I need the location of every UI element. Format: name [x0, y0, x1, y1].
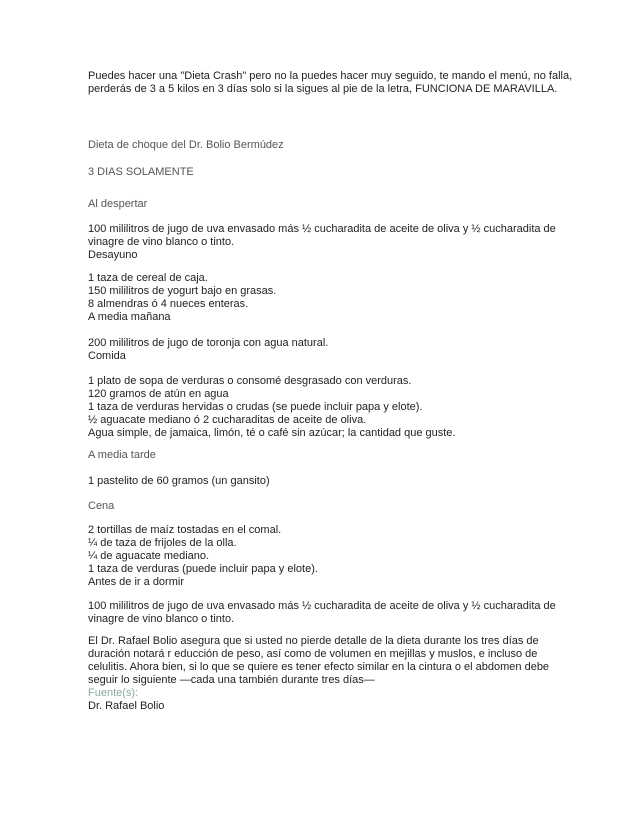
heading-media-manana: A media mañana: [88, 311, 171, 323]
list-item: 1 taza de verduras (puede incluir papa y elote).: [88, 563, 318, 575]
intro-line: perderás de 3 a 5 kilos en 3 días solo si la sigues al pie de la letra, FUNCIONA DE MARAVILLA.: [88, 83, 558, 95]
source-label: Fuente(s):: [88, 687, 139, 699]
media-manana-block: [88, 337, 548, 363]
text-line: vinagre de vino blanco o tinto.: [88, 236, 235, 248]
text-line: vinagre de vino blanco o tinto.: [88, 613, 235, 625]
diet-subtitle: 3 DIAS SOLAMENTE: [88, 166, 194, 178]
comida-list: [88, 375, 548, 440]
text-line: duración notará r educción de peso, así como de volumen en mejillas y muslos, e incluso de: [88, 648, 538, 660]
list-item: ½ aguacate mediano ó 2 cucharaditas de aceite de oliva.: [88, 414, 367, 426]
list-item: 8 almendras ó 4 nueces enteras.: [88, 298, 249, 310]
list-item: 1 plato de sopa de verduras o consomé desgrasado con verduras.: [88, 375, 412, 387]
list-item: ¼ de taza de frijoles de la olla.: [88, 537, 237, 549]
list-item: 1 taza de verduras hervidas o crudas (se puede incluir papa y elote).: [88, 401, 423, 413]
heading-desayuno: Desayuno: [88, 249, 138, 261]
heading-antes-dormir: Antes de ir a dormir: [88, 576, 184, 588]
text-line: El Dr. Rafael Bolio asegura que si usted no pierde detalle de la dieta durante los tres días de: [88, 635, 539, 647]
text-line: seguir lo siguiente —cada una también durante tres días—: [88, 674, 375, 686]
intro-paragraph: [88, 70, 573, 96]
list-item: 2 tortillas de maíz tostadas en el comal.: [88, 524, 282, 536]
source-name: Dr. Rafael Bolio: [88, 700, 165, 712]
cena-list: [88, 524, 548, 589]
media-tarde-item: 1 pastelito de 60 gramos (un gansito): [88, 475, 270, 487]
diet-title: Dieta de choque del Dr. Bolio Bermúdez: [88, 139, 284, 151]
list-item: 120 gramos de atún en agua: [88, 388, 229, 400]
text-line: 100 mililitros de jugo de uva envasado más ½ cucharadita de aceite de oliva y ½ cucharadita de: [88, 223, 556, 235]
text-line: celulitis. Ahora bien, si lo que se quiere es tener efecto similar en la cintura o el abdomen debe: [88, 661, 550, 673]
list-item: 1 taza de cereal de caja.: [88, 272, 208, 284]
text-line: 100 mililitros de jugo de uva envasado más ½ cucharadita de aceite de oliva y ½ cucharadita de: [88, 600, 556, 612]
list-item: ¼ de aguacate mediano.: [88, 550, 210, 562]
al-despertar-paragraph: [88, 223, 556, 262]
heading-cena: Cena: [88, 500, 115, 512]
list-item: Agua simple, de jamaica, limón, té o café sin azúcar; la cantidad que guste.: [88, 427, 456, 439]
list-item: 150 mililitros de yogurt bajo en grasas.: [88, 285, 277, 297]
heading-al-despertar: Al despertar: [88, 198, 148, 210]
list-item: 200 mililitros de jugo de toronja con agua natural.: [88, 337, 329, 349]
heading-comida: Comida: [88, 350, 126, 362]
closing-paragraph: [88, 635, 548, 713]
intro-line: Puedes hacer una "Dieta Crash" pero no la puedes hacer muy seguido, te mando el menú, no falla,: [88, 70, 573, 82]
desayuno-list: [88, 272, 548, 324]
antes-dormir-paragraph: [88, 600, 556, 626]
heading-media-tarde: A media tarde: [88, 449, 156, 461]
